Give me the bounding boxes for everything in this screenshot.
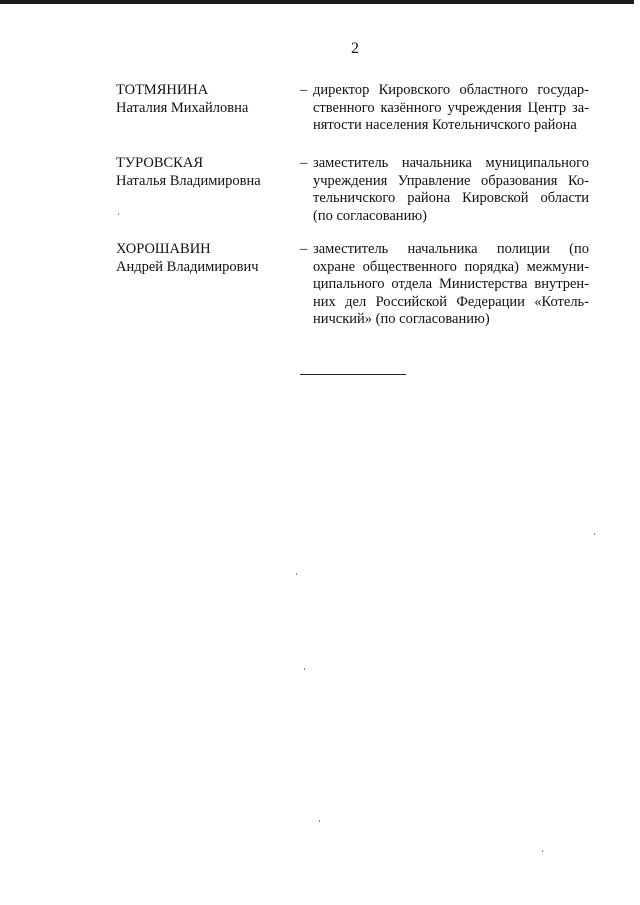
scan-speck bbox=[319, 820, 320, 822]
entry-dash: – bbox=[300, 155, 308, 171]
position-line: ципального отдела Министерства внутрен- bbox=[313, 276, 589, 293]
scan-speck bbox=[594, 533, 595, 535]
entry-dash: – bbox=[300, 241, 308, 257]
position-line: (по согласованию) bbox=[313, 207, 427, 224]
member-given-names: Андрей Владимирович bbox=[116, 258, 259, 275]
page-top-border bbox=[0, 0, 634, 4]
position-line: директор Кировского областного государ- bbox=[313, 82, 589, 98]
page-number: 2 bbox=[351, 40, 359, 57]
closing-rule bbox=[300, 374, 406, 375]
member-name bbox=[116, 155, 286, 190]
position-line: заместитель начальника полиции (по bbox=[313, 241, 589, 257]
member-position bbox=[313, 82, 589, 135]
position-line: заместитель начальника муниципального bbox=[313, 155, 589, 171]
scan-speck bbox=[118, 213, 119, 215]
member-position bbox=[313, 155, 589, 225]
member-name bbox=[116, 82, 286, 117]
member-given-names: Наталия Михайловна bbox=[116, 99, 249, 116]
position-line: нятости населения Котельничского района bbox=[313, 117, 577, 134]
scan-speck bbox=[542, 850, 543, 852]
scan-speck bbox=[296, 573, 297, 575]
member-surname: ТУРОВСКАЯ bbox=[116, 155, 203, 171]
position-line: них дел Российской Федерации «Котель- bbox=[313, 293, 589, 310]
member-name bbox=[116, 241, 286, 276]
entry-dash: – bbox=[300, 82, 308, 98]
scan-speck bbox=[304, 668, 305, 670]
position-line: ничский» (по согласованию) bbox=[313, 311, 490, 328]
member-surname: ТОТМЯНИНА bbox=[116, 82, 209, 98]
position-line: ственного казённого учреждения Центр за- bbox=[313, 99, 589, 116]
member-position bbox=[313, 241, 589, 329]
position-line: охране общественного порядка) межмуни- bbox=[313, 258, 589, 275]
member-given-names: Наталья Владимировна bbox=[116, 172, 261, 189]
position-line: учреждения Управление образования Ко- bbox=[313, 172, 589, 189]
position-line: тельничского района Кировской области bbox=[313, 190, 589, 207]
member-surname: ХОРОШАВИН bbox=[116, 241, 211, 257]
